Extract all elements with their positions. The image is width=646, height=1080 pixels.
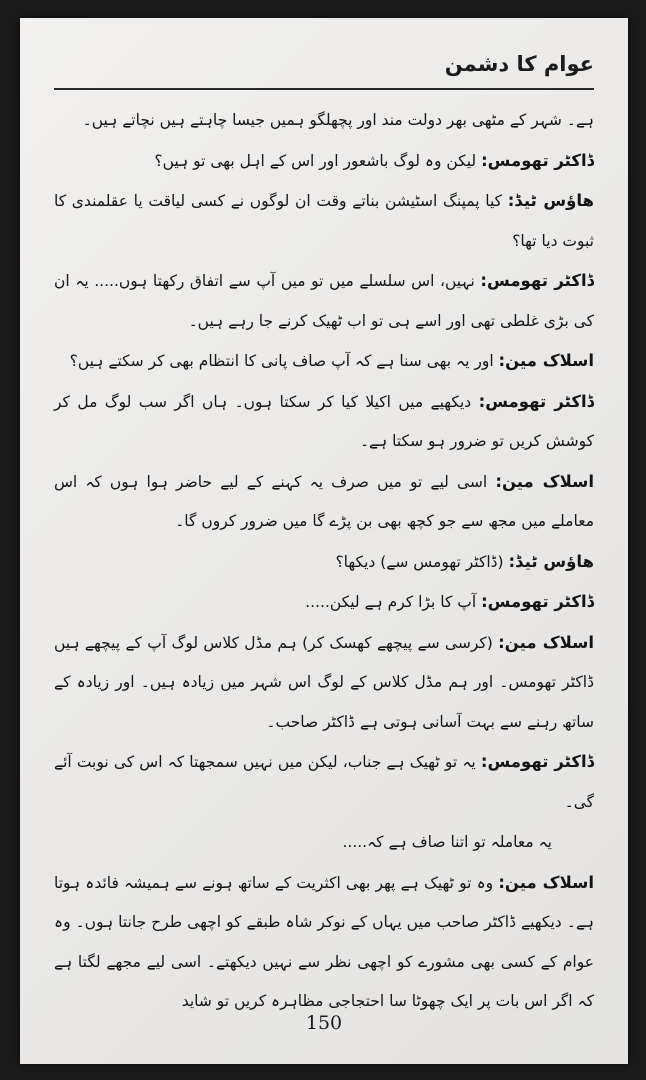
speech-text: (کرسی سے پیچھے کھسک کر) ہم مڈل کلاس لوگ آپ کے پیچھے ہیں ڈاکٹر تھومس۔ اور ہم مڈل کلاس کے لوگ اس شہر میں زیادہ ہیں۔ اور زیادہ کے ساتھ رہنے سے بہت آسانی ہوتی ہے ڈاکٹر صاحب۔ — [54, 633, 594, 731]
speech-text: دیکھیے میں اکیلا کیا کر سکتا ہوں۔ ہاں اگر سب لوگ مل کر کوشش کریں تو ضرور ہو سکتا ہے۔ — [54, 392, 594, 450]
speaker-name: اسلاک مین: — [498, 632, 594, 652]
paragraph — [54, 542, 594, 583]
paragraph-continuation — [54, 822, 594, 863]
paragraph — [54, 742, 594, 822]
speech-text: (ڈاکٹر تھومس سے) دیکھا؟ — [335, 552, 509, 571]
paragraph — [54, 382, 594, 462]
speech-text: یہ تو ٹھیک ہے جناب، لیکن میں نہیں سمجھتا کہ اس کی نوبت آئے گی۔ — [54, 753, 594, 811]
speech-text: اور یہ بھی سنا ہے کہ آپ صاف پانی کا انتظام بھی کر سکتے ہیں؟ — [69, 352, 499, 370]
speaker-name: اسلاک مین: — [498, 351, 594, 370]
speech-text: ہے۔ شہر کے مٹھی بھر دولت مند اور پچھلگو ہمیں جیسا چاہتے ہیں نچاتے ہیں۔ — [82, 111, 594, 129]
speech-text: کیا پمپنگ اسٹیشن بناتے وقت ان لوگوں نے کسی لیاقت یا عقلمندی کا ثبوت دیا تھا؟ — [54, 192, 594, 250]
page-number: 150 — [305, 1012, 343, 1034]
speech-text: لیکن وہ لوگ باشعور اور اس کے اہل بھی تو ہیں؟ — [154, 151, 482, 170]
paragraph — [54, 141, 594, 182]
header-rule — [54, 88, 594, 90]
paragraph — [54, 462, 594, 542]
speech-text: نہیں، اس سلسلے میں تو میں آپ سے اتفاق رکھتا ہوں..... یہ ان کی بڑی غلطی تھی اور اسے ہی تو اب ٹھیک کرنے جا رہے ہیں۔ — [54, 272, 594, 330]
paragraph — [54, 261, 594, 341]
speaker-name: ڈاکٹر تھومس: — [481, 150, 594, 170]
speech-text: اسی لیے تو میں صرف یہ کہنے کے لیے حاضر ہوا ہوں کہ اس معاملے میں مجھ سے جو کچھ بھی بن پڑے گا میں ضرور کروں گا۔ — [54, 472, 594, 530]
speaker-name: ڈاکٹر تھومس: — [480, 271, 594, 290]
speaker-name: ڈاکٹر تھومس: — [480, 752, 594, 771]
speaker-name: ھاؤس ٹیڈ: — [508, 551, 594, 571]
paragraph — [54, 863, 594, 1022]
page-header — [54, 46, 594, 90]
paragraph — [54, 341, 594, 382]
paragraph — [54, 623, 594, 743]
speaker-name: اسلاک مین: — [495, 471, 594, 491]
paragraph — [54, 582, 594, 623]
speech-text: وہ تو ٹھیک ہے پھر بھی اکثریت کے ساتھ ہونے سے ہمیشہ فائدہ ہوتا ہے۔ دیکھیے ڈاکٹر صاحب میں یہاں کے نوکر شاہ طبقے کو اچھی طرح جانتا ہوں۔ وہ عوام کے کسی بھی مشورے کو اچھی نظر سے نہیں دیکھتے۔ اسی لیے مجھے لگتا ہے کہ اگر اس بات پر ایک چھوٹا سا احتجاجی مظاہرہ کریں تو شاید — [54, 873, 594, 1010]
speaker-name: اسلاک مین: — [498, 872, 594, 892]
speech-text: آپ کا بڑا کرم ہے لیکن..... — [305, 593, 482, 611]
speaker-name: ڈاکٹر تھومس: — [478, 391, 594, 411]
speaker-name: ھاؤس ٹیڈ: — [507, 191, 594, 210]
paragraph — [54, 181, 594, 261]
body-text — [54, 100, 594, 1022]
speaker-name: ڈاکٹر تھومس: — [481, 592, 594, 611]
speech-text: یہ معاملہ تو اتنا صاف ہے کہ..... — [342, 833, 552, 851]
paragraph — [54, 100, 594, 141]
book-page — [20, 18, 628, 1064]
running-title: عوام کا دشمن — [444, 52, 594, 76]
